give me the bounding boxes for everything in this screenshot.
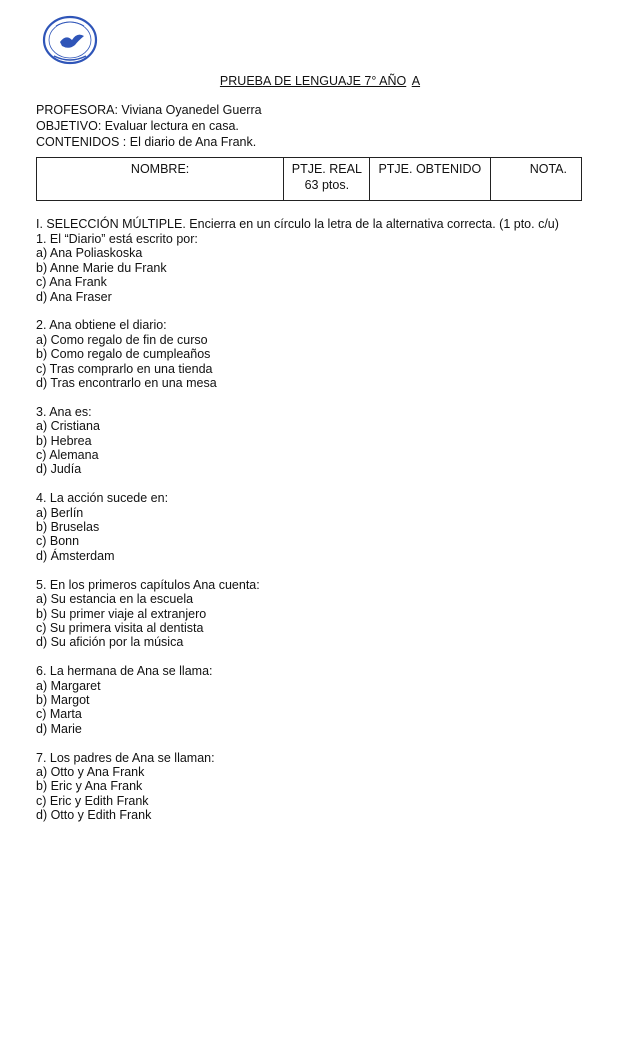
option-a[interactable]: a) Como regalo de fin de curso	[36, 332, 208, 347]
option-c[interactable]: c) Su primera visita al dentista	[36, 620, 204, 635]
option-c[interactable]: c) Ana Frank	[36, 275, 107, 290]
option-b[interactable]: b) Margot	[36, 692, 90, 707]
question-2	[36, 318, 260, 390]
ptje-obtenido-label: PTJE. OBTENIDO	[378, 162, 482, 176]
option-a[interactable]: a) Margaret	[36, 678, 101, 693]
option-c[interactable]: c) Marta	[36, 707, 82, 722]
ptje-obtenido-cell[interactable]	[370, 158, 490, 201]
option-a[interactable]: a) Su estancia en la escuela	[36, 592, 194, 607]
question-6	[36, 664, 260, 736]
option-b[interactable]: b) Como regalo de cumpleaños	[36, 347, 211, 362]
score-table	[36, 157, 582, 201]
nombre-cell[interactable]	[37, 158, 284, 201]
school-logo	[42, 14, 98, 66]
question-prompt: 2. Ana obtiene el diario:	[36, 318, 167, 333]
question-prompt: 5. En los primeros capítulos Ana cuenta:	[36, 577, 260, 592]
question-1	[36, 232, 260, 304]
ptje-real-label: PTJE. REAL	[291, 162, 362, 176]
option-c[interactable]: c) Bonn	[36, 534, 80, 549]
question-5	[36, 578, 260, 650]
option-b[interactable]: b) Bruselas	[36, 520, 100, 535]
nombre-label: NOMBRE:	[130, 162, 190, 176]
option-a[interactable]: a) Otto y Ana Frank	[36, 764, 145, 779]
page-title	[0, 74, 638, 88]
option-d[interactable]: d) Ámsterdam	[36, 548, 115, 563]
option-a[interactable]: a) Ana Poliaskoska	[36, 246, 143, 261]
option-b[interactable]: b) Hebrea	[36, 433, 92, 448]
option-d[interactable]: d) Otto y Edith Frank	[36, 808, 152, 823]
question-3	[36, 405, 260, 477]
questions-list	[36, 232, 260, 837]
nota-cell[interactable]	[490, 158, 581, 201]
question-prompt: 6. La hermana de Ana se llama:	[36, 664, 213, 679]
objetivo-line: OBJETIVO: Evaluar lectura en casa.	[36, 119, 239, 133]
title-section-letter: A	[411, 74, 421, 88]
header-info	[36, 102, 262, 150]
title-text: PRUEBA DE LENGUAJE 7° AÑO	[219, 74, 407, 88]
option-a[interactable]: a) Cristiana	[36, 419, 100, 434]
school-crest-icon	[42, 14, 98, 66]
nota-label: NOTA.	[529, 162, 567, 176]
option-d[interactable]: d) Ana Fraser	[36, 289, 112, 304]
option-d[interactable]: d) Judía	[36, 462, 82, 477]
option-c[interactable]: c) Eric y Edith Frank	[36, 793, 149, 808]
ptje-real-value: 63 ptos.	[304, 178, 350, 192]
option-d[interactable]: d) Tras encontrarlo en una mesa	[36, 376, 217, 391]
contenidos-line: CONTENIDOS : El diario de Ana Frank.	[36, 135, 257, 149]
option-d[interactable]: d) Marie	[36, 721, 82, 736]
question-prompt: 4. La acción sucede en:	[36, 491, 169, 506]
option-c[interactable]: c) Tras comprarlo en una tienda	[36, 361, 213, 376]
option-c[interactable]: c) Alemana	[36, 448, 99, 463]
option-b[interactable]: b) Eric y Ana Frank	[36, 779, 143, 794]
option-b[interactable]: b) Su primer viaje al extranjero	[36, 606, 207, 621]
ptje-real-cell	[284, 158, 370, 201]
section-title: I. SELECCIÓN MÚLTIPLE. Encierra en un círculo la letra de la alternativa correcta. (1 pto. c/u)	[36, 217, 559, 231]
option-a[interactable]: a) Berlín	[36, 505, 84, 520]
question-7	[36, 751, 260, 823]
question-4	[36, 491, 260, 563]
option-d[interactable]: d) Su afición por la música	[36, 635, 184, 650]
question-prompt: 1. El “Diario” está escrito por:	[36, 232, 198, 246]
profesora-line: PROFESORA: Viviana Oyanedel Guerra	[36, 103, 262, 117]
question-prompt: 3. Ana es:	[36, 404, 92, 419]
option-b[interactable]: b) Anne Marie du Frank	[36, 260, 167, 275]
question-prompt: 7. Los padres de Ana se llaman:	[36, 750, 215, 765]
